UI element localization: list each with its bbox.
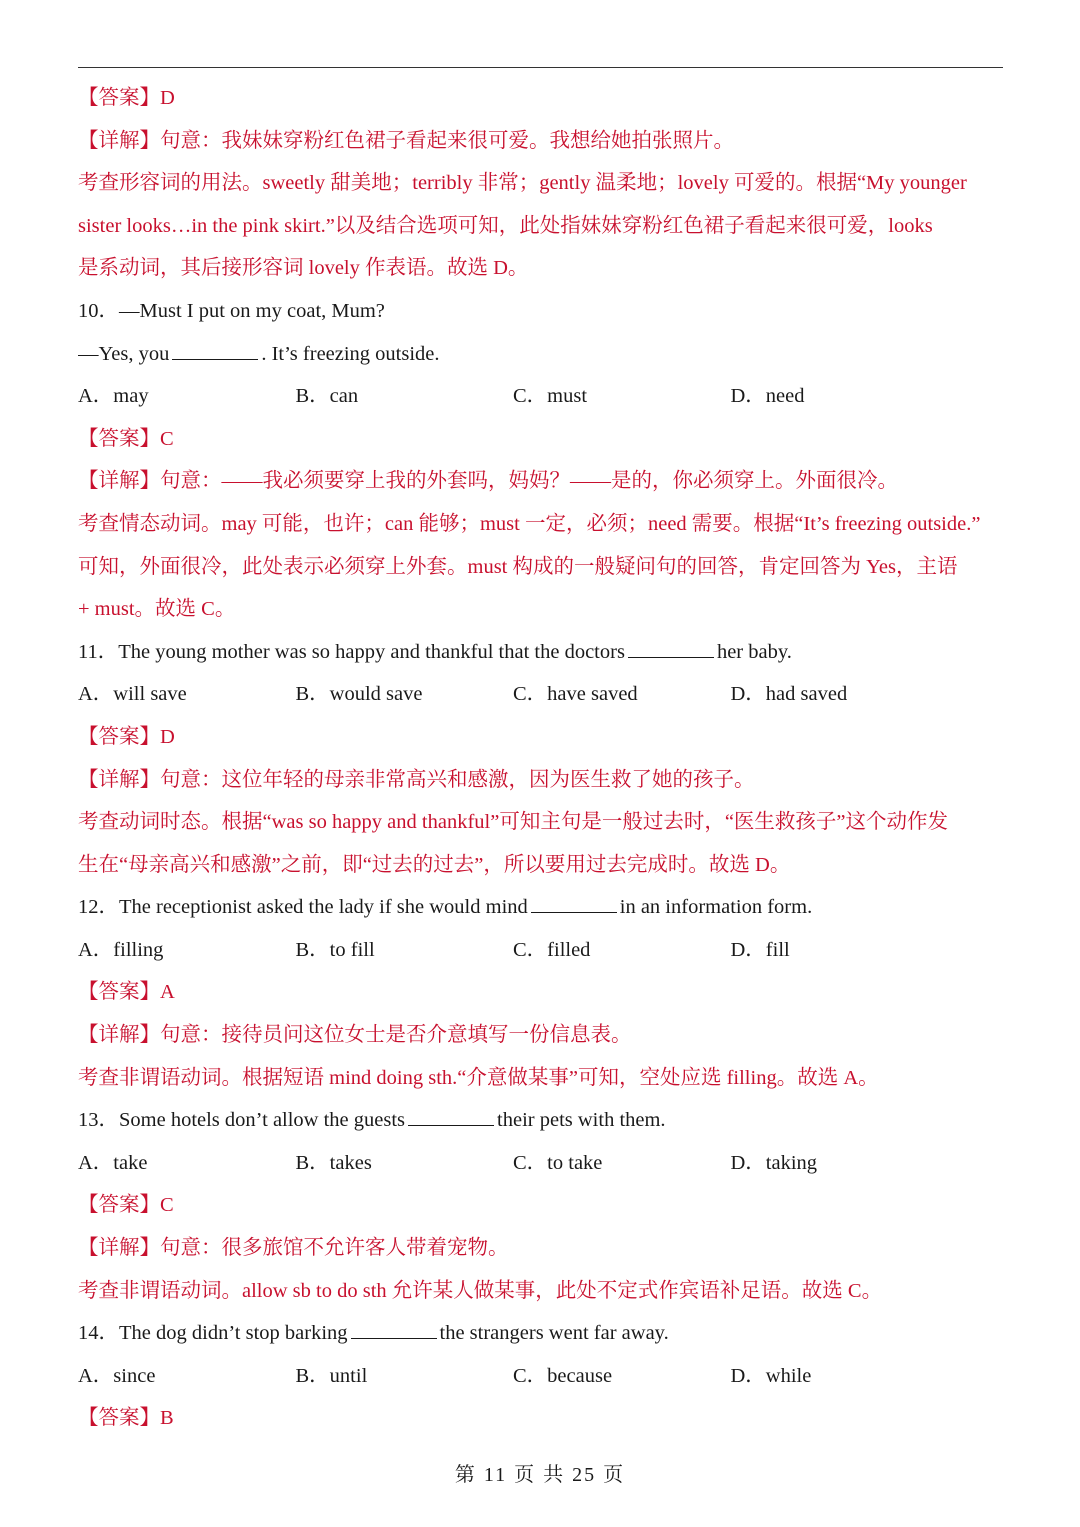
q10-stem-b-pre: —Yes, you: [78, 342, 170, 365]
q10-option-a: A．may: [78, 385, 149, 408]
q11-stem-pre: 11．The young mother was so happy and thankful that the doctors: [78, 640, 625, 663]
q9-explain-3: 是系动词，其后接形容词 lovely 作表语。故选 D。: [78, 257, 529, 280]
page-content: [78, 77, 1003, 1440]
q10-explain-3: + must。故选 C。: [78, 598, 236, 621]
q11-stem: [78, 631, 1003, 674]
q11-explain-1: 考查动词时态。根据“was so happy and thankful”可知主句是一般过去时，“医生救孩子”这个动作发: [78, 811, 949, 834]
q14-option-c: C．because: [513, 1364, 613, 1387]
q12-explain-1: 考查非谓语动词。根据短语 mind doing sth.“介意做某事”可知，空处应选 filling。故选 A。: [78, 1066, 879, 1089]
q14-answer: 【答案】B: [78, 1407, 174, 1430]
q12-stem-post: in an information form.: [619, 896, 813, 919]
q13-options: [78, 1142, 1003, 1185]
q13-stem: [78, 1099, 1003, 1142]
q14-blank: [351, 1337, 437, 1339]
q10-stem-a: 10．—Must I put on my coat, Mum?: [78, 299, 385, 322]
q14-options: [78, 1355, 1003, 1398]
q14-option-a: A．since: [78, 1364, 156, 1387]
q10-option-d: D．need: [730, 385, 805, 408]
q10-answer: 【答案】C: [78, 427, 174, 450]
q12-option-d: D．fill: [730, 938, 790, 961]
q11-blank: [628, 656, 714, 658]
q13-blank: [408, 1124, 494, 1126]
page-footer: 第 11 页 共 25 页: [454, 1464, 626, 1486]
q9-explain-1: 考查形容词的用法。sweetly 甜美地；terribly 非常；gently 温柔地；lovely 可爱的。根据“My younger: [78, 172, 967, 195]
q13-option-a: A．take: [78, 1151, 148, 1174]
q13-stem-pre: 13．Some hotels don’t allow the guests: [78, 1109, 406, 1132]
q14-option-b: B．until: [295, 1364, 368, 1387]
q10-explain-1: 考查情态动词。may 可能，也许；can 能够；must 一定，必须；need 需要。根据“It’s freezing outside.”: [78, 512, 981, 535]
q12-stem: [78, 886, 1003, 929]
q14-stem: [78, 1312, 1003, 1355]
q10-option-b: B．can: [295, 385, 359, 408]
q9-answer: 【答案】D: [78, 87, 175, 109]
q10-option-c: C．must: [513, 385, 588, 408]
q12-blank: [531, 911, 617, 913]
q12-option-c: C．filled: [513, 938, 591, 961]
q10-stem-b: [78, 333, 1003, 376]
q12-detail: 【详解】句意：接待员问这位女士是否介意填写一份信息表。: [78, 1024, 632, 1047]
q10-blank: [172, 358, 258, 360]
q12-stem-pre: 12．The receptionist asked the lady if she would mind: [78, 896, 528, 919]
q10-stem-b-post: . It’s freezing outside.: [261, 342, 440, 365]
q11-options: [78, 673, 1003, 716]
q10-options: [78, 375, 1003, 418]
q12-answer: 【答案】A: [78, 981, 175, 1004]
q11-explain-2: 生在“母亲高兴和感激”之前，即“过去的过去”，所以要用过去完成时。故选 D。: [78, 853, 791, 876]
q12-option-a: A．filling: [78, 938, 164, 961]
q13-option-b: B．takes: [295, 1151, 372, 1174]
q11-option-d: D．had saved: [730, 683, 848, 706]
q11-option-c: C．have saved: [513, 683, 638, 706]
q13-option-d: D．taking: [730, 1151, 818, 1174]
q9-explain-2: sister looks…in the pink skirt.”以及结合选项可知，此处指妹妹穿粉红色裙子看起来很可爱，looks: [78, 214, 933, 237]
q11-option-b: B．would save: [295, 683, 423, 706]
q11-answer: 【答案】D: [78, 725, 175, 748]
q14-stem-pre: 14．The dog didn’t stop barking: [78, 1322, 348, 1345]
q14-stem-post: the strangers went far away.: [439, 1322, 669, 1345]
q13-stem-post: their pets with them.: [497, 1109, 666, 1132]
q11-option-a: A．will save: [78, 683, 187, 706]
q11-detail: 【详解】句意：这位年轻的母亲非常高兴和感激，因为医生救了她的孩子。: [78, 768, 755, 791]
q13-explain-1: 考查非谓语动词。allow sb to do sth 允许某人做某事，此处不定式作宾语补足语。故选 C。: [78, 1279, 883, 1302]
q10-detail: 【详解】句意：——我必须要穿上我的外套吗，妈妈？——是的，你必须穿上。外面很冷。: [78, 470, 898, 493]
q13-answer: 【答案】C: [78, 1194, 174, 1217]
q10-explain-2: 可知，外面很冷，此处表示必须穿上外套。must 构成的一般疑问句的回答，肯定回答为 Yes，主语: [78, 555, 958, 578]
header-rule: [78, 67, 1003, 68]
q9-detail: 【详解】句意：我妹妹穿粉红色裙子看起来很可爱。我想给她拍张照片。: [78, 129, 734, 152]
q12-option-b: B．to fill: [295, 938, 375, 961]
q14-option-d: D．while: [730, 1364, 812, 1387]
q11-stem-post: her baby.: [716, 640, 792, 663]
q12-options: [78, 929, 1003, 972]
q13-detail: 【详解】句意：很多旅馆不允许客人带着宠物。: [78, 1237, 509, 1260]
q13-option-c: C．to take: [513, 1151, 603, 1174]
